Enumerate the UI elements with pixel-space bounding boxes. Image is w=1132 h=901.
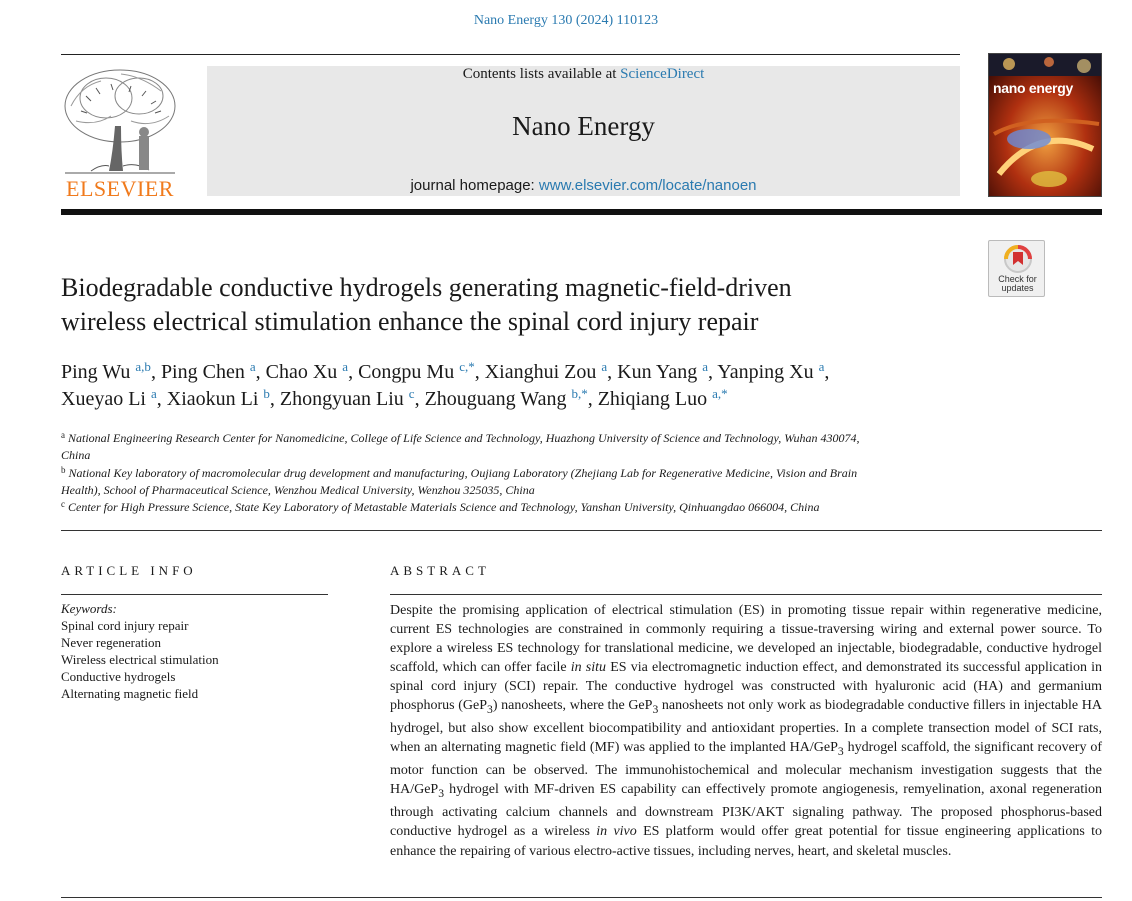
affiliation-c: $^c$ Center for High Pressure Science, State Key Laboratory of Metastable Materials Science and Technology, Yanshan University, Qinhuangdao 066004, China [61, 499, 820, 514]
abstract-heading: ABSTRACT [390, 563, 490, 578]
check-updates-line1: Check for [998, 274, 1037, 284]
contents-prefix: Contents lists available at [462, 66, 617, 82]
author-affiliation-mark[interactable]: a [601, 359, 608, 374]
article-info-rule [61, 594, 328, 595]
sciencedirect-link[interactable]: ScienceDirect [620, 66, 705, 82]
author-affiliation-mark[interactable]: a [702, 359, 708, 374]
author-list: Ping Wu $^{a,b}$, Ping Chen $^a$, Chao Xu $^a$, Congpu Mu $^{c,*}$, Xianghui Zou $^a$, Kun Yang $^a$, Yanping Xu $^a$, Xueyao Li $^a$, Xiaokun Li $^b$, Zhongyuan Liu $^c$, Zhouguang Wang $^{b,*}$, Zhiqiang Luo $^{a,*}$ [61, 359, 830, 410]
journal-name: Nano Energy [512, 111, 655, 141]
author-affiliation-mark[interactable]: a [818, 359, 825, 374]
author-affiliation-mark[interactable]: b [263, 386, 270, 401]
affiliation-a: $^a$ National Engineering Research Center for Nanomedicine, College of Life Science and Technology, Huazhong University of Science and Technology, Wuhan 430074, China [61, 430, 860, 462]
affiliation-b: $^b$ National Key laboratory of macromolecular drug development and manufacturing, Oujiang Laboratory (Zhejiang Lab for Regenerative Medicine, Vision and Brain Health), School of Pharmaceutical Science, Wenzhou Medical University, Wenzhou 325035, China [61, 465, 858, 497]
author[interactable]: Xianghui Zou $^a$ [484, 359, 608, 383]
author-affiliation-mark[interactable]: a [249, 359, 256, 374]
keyword-item: Conductive hydrogels [61, 669, 176, 684]
check-updates-line2: updates [1001, 283, 1034, 293]
affiliation-mark: c [61, 499, 65, 509]
cover-title: nano energy [993, 80, 1073, 96]
author-affiliation-mark[interactable]: a [150, 386, 157, 401]
affiliation-mark: b [61, 465, 66, 475]
author[interactable]: Zhiqiang Luo $^{a,*}$ [597, 386, 728, 410]
author[interactable]: Zhouguang Wang $^{b,*}$ [424, 386, 588, 410]
contents-line [207, 66, 960, 83]
section-divider [61, 530, 1102, 531]
check-for-updates-badge[interactable] [988, 240, 1045, 297]
article-title [61, 271, 961, 339]
abstract-text: Despite the promising application of electrical stimulation (ES) in promoting tissue repair within regenerative medicine, current ES technologies are constrained in commonly requiring a tissue-traversing wiring and external power source. To explore a wireless ES technology for translational medicine, we developed an injectable, biodegradable, conductive hydrogel scaffold, which can offer facile in situ ES via electromagnetic induction effect, and demonstrated its successful application in spinal cord injury (SCI) repair. The conductive hydrogel was constructed with hyaluronic acid (HA) and germanium phosphorus (GeP$_3$) nanosheets, where the GeP$_3$ nanosheets not only work as biodegradable conductive fillers in injectable HA hydrogel, but also show excellent biocompatibility and antioxidant properties. In a complete transection model of SCI rats, when an alternating magnetic field (MF) was applied to the implanted HA/GeP$_3$ hydrogel scaffold, the significant recovery of motor function can be observed. The immunohistochemical and molecular mechanism investigation suggests that the HA/GeP$_3$ hydrogel with MF-driven ES capability can effectively promote angiogenesis, remyelination, axonal regeneration through activating calcium channels and downstream PI3K/AKT signaling pathway. The proposed phosphorus-based conductive hydrogel as a wireless in vivo ES platform would offer great potential for tissue engineering applications to enhance the repairing of various electro-active tissues, including nerves, heart, and skeletal muscles. [390, 603, 1103, 859]
journal-citation[interactable]: Nano Energy 130 (2024) 110123 [473, 13, 659, 28]
journal-cover-image[interactable] [988, 53, 1102, 197]
article-info-heading: ARTICLE INFO [61, 563, 197, 578]
author-affiliation-mark[interactable]: a,b [135, 359, 151, 374]
author-affiliation-mark[interactable]: c,* [459, 359, 475, 374]
author[interactable]: Ping Wu $^{a,b}$ [61, 359, 151, 383]
author[interactable]: Xueyao Li $^a$ [61, 386, 157, 410]
author[interactable]: Chao Xu $^a$ [265, 359, 349, 383]
author-affiliation-mark[interactable]: a [342, 359, 349, 374]
author[interactable]: Congpu Mu $^{c,*}$ [358, 359, 475, 383]
homepage-prefix: journal homepage: [410, 177, 535, 194]
keywords-label: Keywords: [61, 601, 117, 616]
author[interactable]: Ping Chen $^a$ [160, 359, 256, 383]
keyword-item: Never regeneration [61, 635, 161, 650]
masthead-thick-rule [61, 209, 1102, 215]
affiliation-mark: a [61, 430, 65, 440]
elsevier-wordmark: ELSEVIER [66, 176, 174, 201]
check-updates-text [989, 275, 1046, 293]
top-divider [61, 54, 960, 55]
check-updates-icon [1003, 244, 1033, 274]
author-affiliation-mark[interactable]: a,* [712, 386, 728, 401]
keyword-item: Alternating magnetic field [61, 686, 199, 701]
author[interactable]: Kun Yang $^a$ [617, 359, 708, 383]
author[interactable]: Xiaokun Li $^b$ [166, 386, 270, 410]
author-affiliation-mark[interactable]: c [408, 386, 415, 401]
abstract-rule [390, 594, 1102, 595]
title-line-1: Biodegradable conductive hydrogels generating magnetic-field-driven [61, 273, 792, 302]
author[interactable]: Yanping Xu $^a$ [717, 359, 825, 383]
author[interactable]: Zhongyuan Liu $^c$ [279, 386, 415, 410]
homepage-line [207, 177, 960, 194]
title-line-2: wireless electrical stimulation enhance the spinal cord injury repair [61, 307, 759, 336]
journal-masthead [207, 66, 960, 196]
author-affiliation-mark[interactable]: b,* [571, 386, 588, 401]
keyword-item: Wireless electrical stimulation [61, 652, 219, 667]
cover-art [989, 54, 1102, 197]
keyword-item: Spinal cord injury repair [61, 618, 189, 633]
keywords-block [61, 600, 331, 702]
bottom-divider [61, 897, 1102, 898]
homepage-link[interactable]: www.elsevier.com/locate/nanoen [538, 177, 757, 194]
